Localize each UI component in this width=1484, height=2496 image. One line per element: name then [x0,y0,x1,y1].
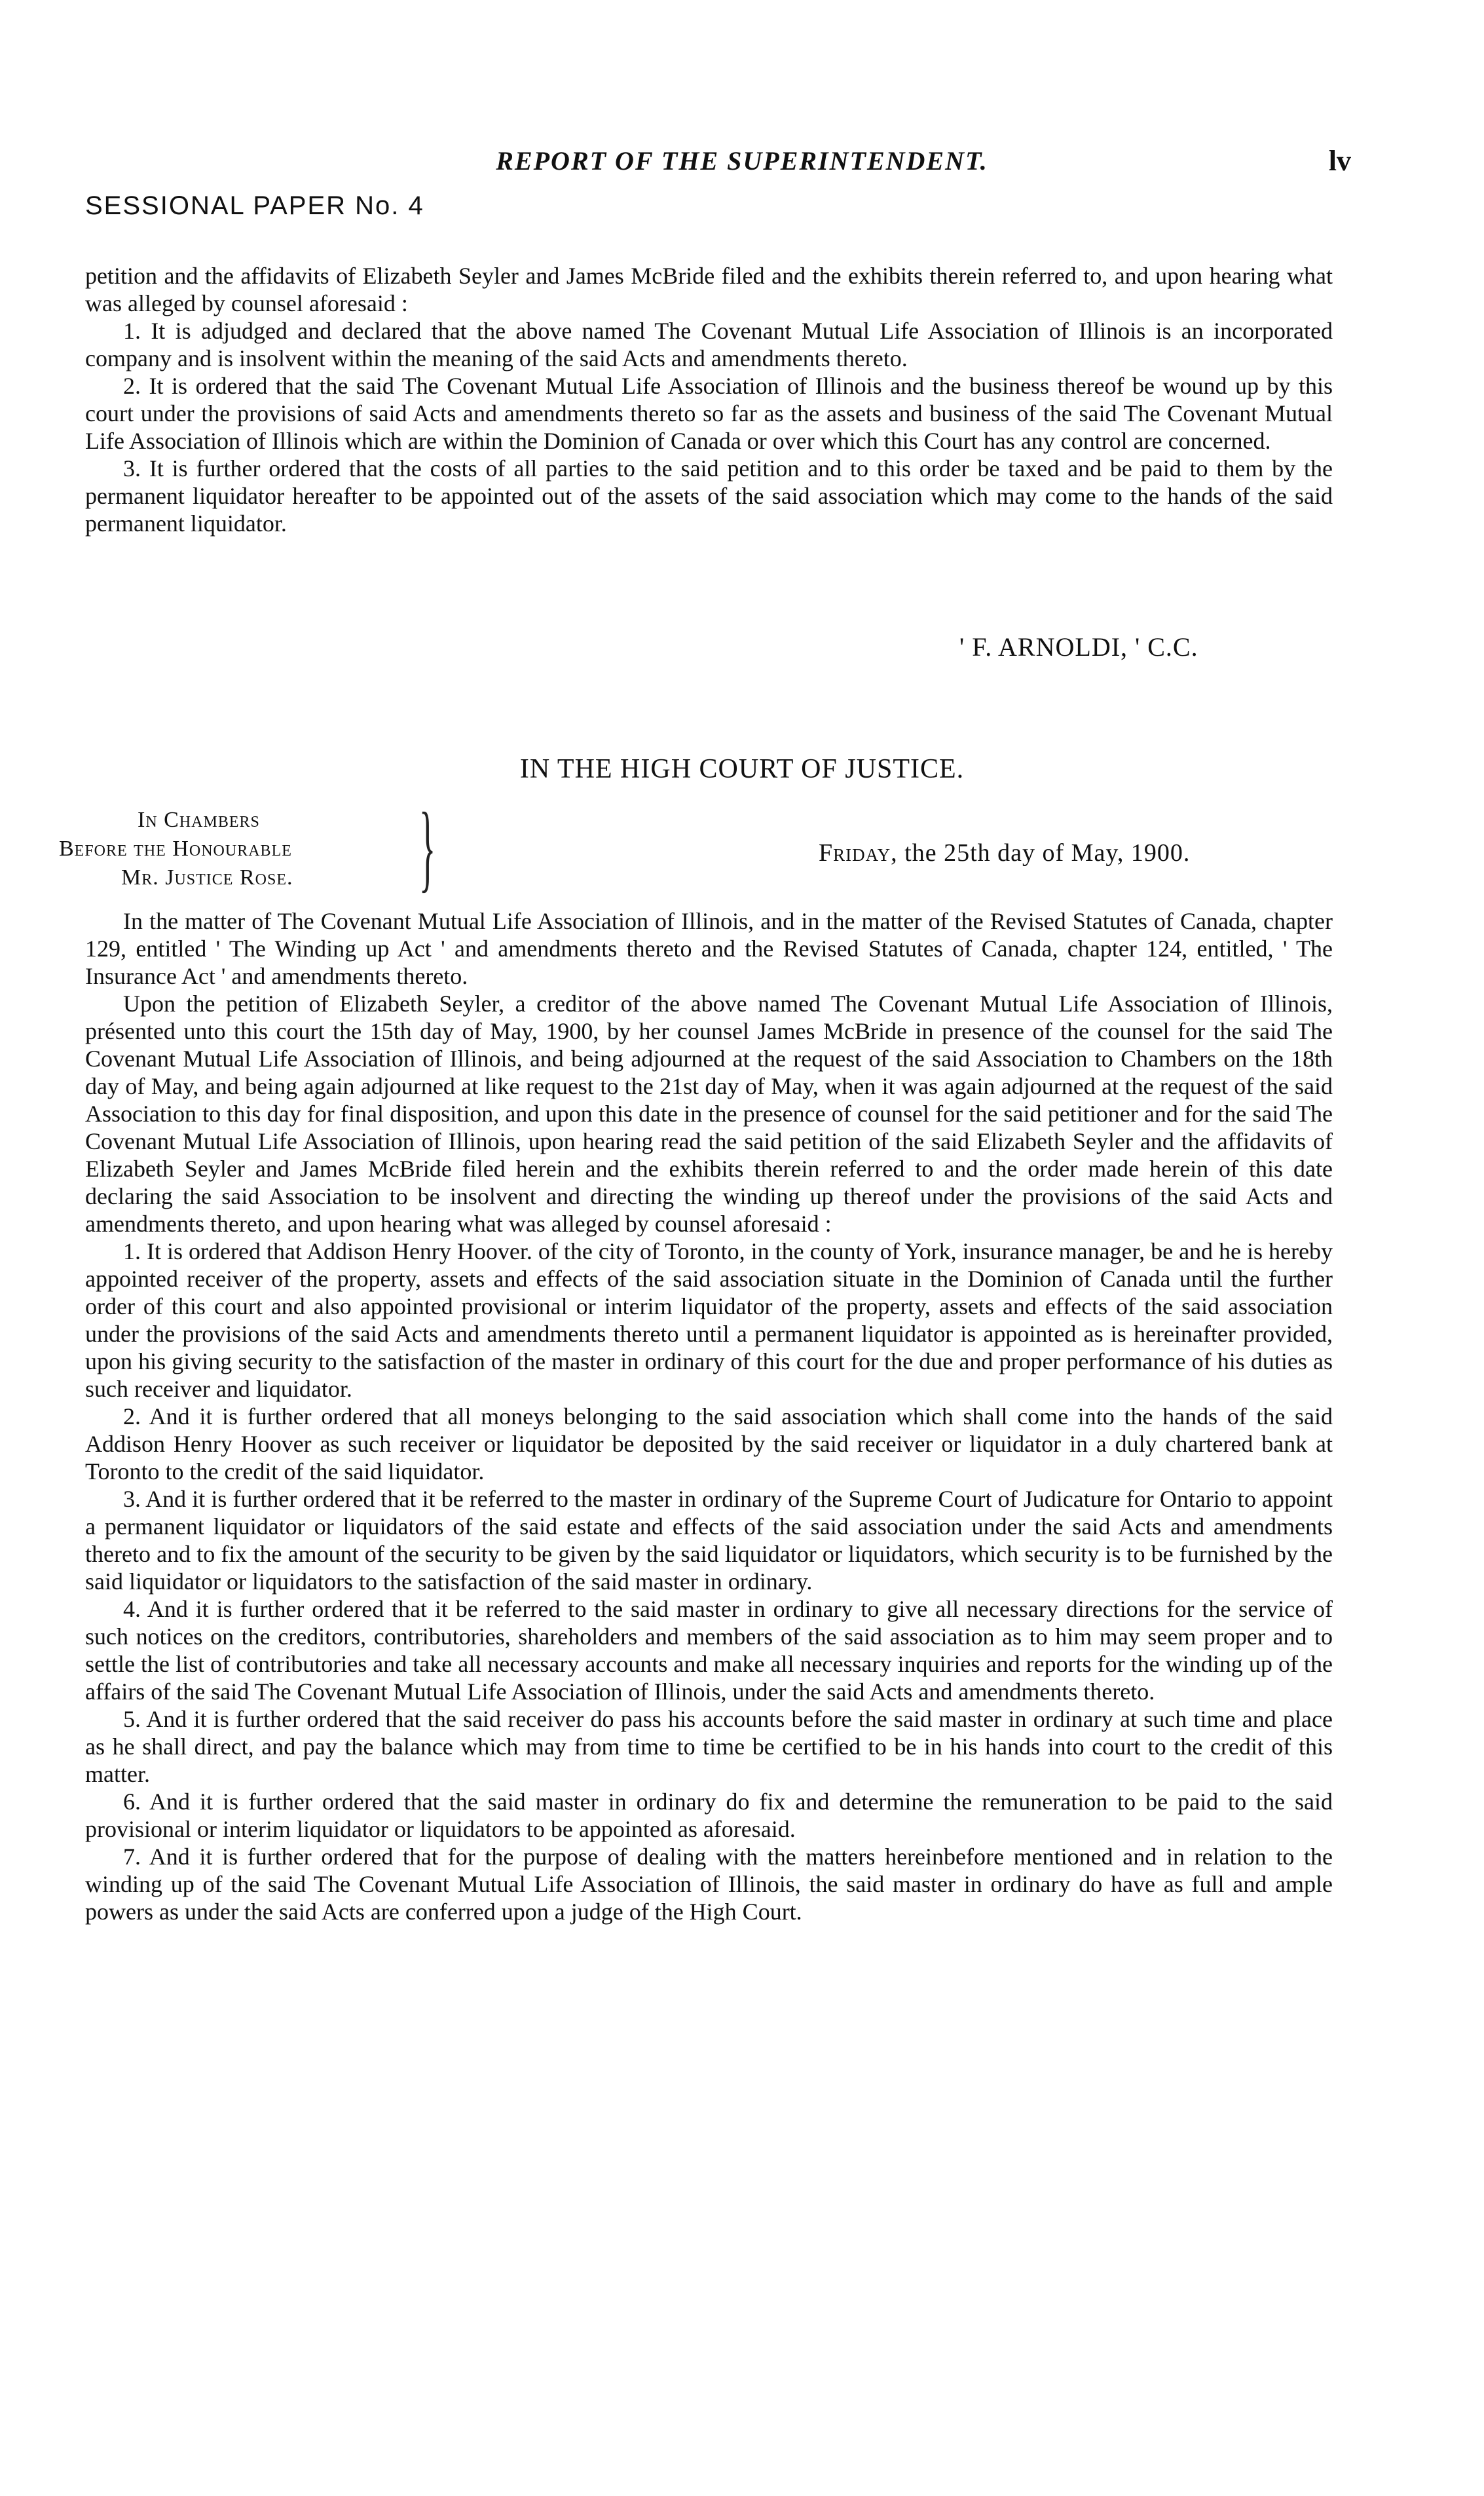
chambers-caption [59,806,293,892]
paragraph: petition and the affidavits of Elizabeth Seyler and James McBride filed and the exhibits therein referred to, and upon hearing what was alleged by counsel aforesaid : [85,263,1333,316]
paragraph: 7. And it is further ordered that for the purpose of dealing with the matters hereinbefore mentioned and in relation to the winding up of the said The Covenant Mutual Life Association of Illinois, the said master in ordinary do have as full and ample powers as under the said Acts are conferred upon a judge of the High Court. [85,1844,1333,1925]
chambers-line: In Chambers [138,808,260,832]
date-day: Friday, [819,839,898,867]
paragraph: 1. It is adjudged and declared that the above named The Covenant Mutual Life Association of Illinois is an incorporated company and is insolvent within the meaning of the said Acts and amendments thereto. [85,318,1333,371]
running-title: REPORT OF THE SUPERINTENDENT. [496,146,988,176]
second-order-body [85,907,1333,1925]
order-date [819,839,1190,867]
paragraph: 5. And it is further ordered that the said receiver do pass his accounts before the said master in ordinary at such time and place as he shall direct, and pay the balance which may from time to time be certified to be in his hands into court to the credit of this matter. [85,1706,1333,1787]
paragraph: 4. And it is further ordered that it be referred to the said master in ordinary to give all necessary directions for the service of such notices on the creditors, contributories, shareholders and members of the said association as to him may seem proper and to settle the list of contributories and take all necessary accounts and make all necessary inquiries and reports for the winding up of the affairs of the said The Covenant Mutual Life Association of Illinois, under the said Acts and amendments thereto. [85,1596,1333,1705]
paragraph: 2. It is ordered that the said The Covenant Mutual Life Association of Illinois and the business thereof be wound up by this court under the provisions of said Acts and amendments thereto so far as the assets and business of the said The Covenant Mutual Life Association of Illinois which are within the Dominion of Canada or over which this Court has any control are concerned. [85,373,1333,454]
chambers-line: Mr. Justice Rose. [121,865,293,890]
paragraph: Upon the petition of Elizabeth Seyler, a creditor of the above named The Covenant Mutual Life Association of Illinois, présented unto this court the 15th day of May, 1900, by her counsel James McBride in presence of the counsel for the said The Covenant Mutual Life Association of Illinois, and being adjourned at the request of the said Association to Chambers on the 18th day of May, and being again adjourned at like request to the 21st day of May, when it was again adjourned at the request of the said Association to this day for final disposition, and upon this date in the presence of counsel for the said petitioner and for the said The Covenant Mutual Life Association of Illinois, upon hearing read the said petition of the said Elizabeth Seyler and the affidavits of Elizabeth Seyler and James McBride filed herein and the exhibits therein referred to and the order made herein of this date declaring the said Association to be insolvent and directing the winding up thereof under the provisions of the said Acts and amendments thereto, and upon hearing what was alleged by counsel aforesaid : [85,991,1333,1237]
date-text: the 25th day of May, 1900. [897,839,1191,867]
paragraph: 6. And it is further ordered that the said master in ordinary do fix and determine the remuneration to be paid to the said provisional or interim liquidator or liquidators to be appointed as aforesaid. [85,1788,1333,1842]
paragraph: 3. And it is further ordered that it be referred to the master in ordinary of the Supreme Court of Judicature for Ontario to appoint a permanent liquidator or liquidators of the said estate and effects of the said association under the said Acts and amendments thereto and to fix the amount of the security to be given by the said liquidator or liquidators, which security is to be furnished by the said liquidator or liquidators to the satisfaction of the said master in ordinary. [85,1486,1333,1595]
court-heading: IN THE HIGH COURT OF JUSTICE. [519,754,965,784]
paragraph: In the matter of The Covenant Mutual Life Association of Illinois, and in the matter of the Revised Statutes of Canada, chapter 129, entitled ' The Winding up Act ' and amendments thereto and the Revised Statutes of Canada, chapter 124, entitled, ' The Insurance Act ' and amendments thereto. [85,908,1333,989]
chambers-line: Before the Honourable [59,837,292,861]
paragraph: 1. It is ordered that Addison Henry Hoover. of the city of Toronto, in the county of York, insurance manager, be and he is hereby appointed receiver of the property, assets and effects of the said association situate in the Dominion of Canada until the further order of this court and also appointed provisional or interim liquidator of the property, assets and effects of the said association under the provisions of the said Acts and amendments thereto until a permanent liquidator is appointed as is hereinafter provided, upon his giving security to the satisfaction of the master in ordinary of this court for the due and proper performance of his duties as such receiver and liquidator. [85,1238,1333,1402]
paragraph: 2. And it is further ordered that all moneys belonging to the said association which shall come into the hands of the said Addison Henry Hoover as such receiver or liquidator be deposited by the said receiver or liquidator in a duly chartered bank at Toronto to the credit of the said liquidator. [85,1403,1333,1484]
brace-symbol: } [419,793,436,901]
page-number: lv [1328,145,1351,177]
sessional-paper-label: SESSIONAL PAPER No. 4 [85,191,424,220]
first-order-body [85,262,1333,537]
paragraph: 3. It is further ordered that the costs of all parties to the said petition and to this order be taxed and be paid to them by the permanent liquidator hereafter to be appointed out of the assets of the said association which may come to the hands of the said permanent liquidator. [85,455,1333,537]
signature: ' F. ARNOLDI, ' C.C. [959,632,1198,662]
